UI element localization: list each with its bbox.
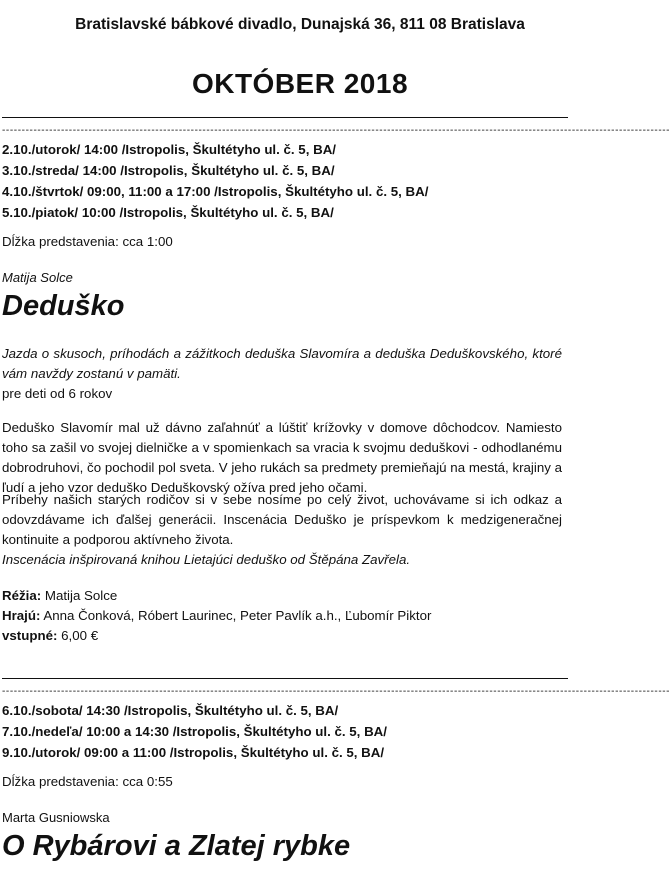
show1-duration: Dĺžka predstavenia: cca 1:00 <box>2 234 173 249</box>
cast-line <box>2 606 431 626</box>
show1-date-4: 5.10./piatok/ 10:00 /Istropolis, Škultétyho ul. č. 5, BA/ <box>2 205 334 220</box>
cast-label: Hrajú: <box>2 608 41 623</box>
show2-date-2: 7.10./nedeľa/ 10:00 a 14:30 /Istropolis, Škultétyho ul. č. 5, BA/ <box>2 724 387 739</box>
price-value: 6,00 € <box>57 628 99 643</box>
cast-names: Anna Čonková, Róbert Laurinec, Peter Pavlík a.h., Ľubomír Piktor <box>40 608 432 623</box>
show1-date-3: 4.10./štvrtok/ 09:00, 11:00 a 17:00 /Istropolis, Škultétyho ul. č. 5, BA/ <box>2 184 429 199</box>
show2-title: O Rybárovi a Zlatej rybke <box>2 830 351 862</box>
separator-line-2 <box>2 678 568 679</box>
show1-age: pre deti od 6 rokov <box>2 386 113 401</box>
price-line <box>2 626 431 646</box>
dashed-separator: -------------------------------------------------------------------------------------------------------------------------------------------------------------------------- <box>2 125 670 136</box>
director-line <box>2 586 431 606</box>
show1-title: Deduško <box>2 290 125 322</box>
show1-tagline: Jazda o skusoch, príhodách a zážitkoch deduška Slavomíra a deduška Deduškovského, ktoré vám navždy zostanú v pamäti. <box>2 346 562 381</box>
show1-dates <box>2 139 428 223</box>
show1-date-2: 3.10./streda/ 14:00 /Istropolis, Škultétyho ul. č. 5, BA/ <box>2 163 335 178</box>
show2-date-3: 9.10./utorok/ 09:00 a 11:00 /Istropolis, Škultétyho ul. č. 5, BA/ <box>2 745 385 760</box>
show1-inspiration: Inscenácia inšpirovaná knihou Lietajúci deduško od Štěpána Zavřela. <box>2 552 411 567</box>
show2-dates <box>2 700 387 763</box>
show1-description-2: Príbehy našich starých rodičov si v sebe nosíme po celý život, uchovávame si ich odkaz a odovzdávame ich ďalšej generácii. Inscenácia Deduško je príspevkom k medzigeneračnej kontinuite a podporou aktívneho života. <box>2 492 562 547</box>
dashed-separator-2: -------------------------------------------------------------------------------------------------------------------------------------------------------------------------- <box>2 686 670 697</box>
month-title: OKTÓBER 2018 <box>191 68 409 99</box>
show1-description: Deduško Slavomír mal už dávno zaľahnúť a lúštiť krížovky v domove dôchodcov. Namiesto toho sa zašil vo svojej dielničke a v spomienkach sa vracia k svojmu deduškovi - odhodlanému dobrodruhovi, čo pochodil pol sveta. V jeho rukách sa predmety premieňajú na mestá, krajiny a ľudí a jeho vzor deduško Deduškovský ožíva pred jeho očami. <box>2 420 562 495</box>
director-label: Réžia: <box>2 588 42 603</box>
director-name: Matija Solce <box>41 588 118 603</box>
show1-date-1: 2.10./utorok/ 14:00 /Istropolis, Škultétyho ul. č. 5, BA/ <box>2 142 336 157</box>
show1-credits <box>2 586 431 646</box>
show2-date-1: 6.10./sobota/ 14:30 /Istropolis, Škultétyho ul. č. 5, BA/ <box>2 703 339 718</box>
show2-author: Marta Gusniowska <box>2 810 110 825</box>
theatre-address: Bratislavské bábkové divadlo, Dunajská 36, 811 08 Bratislava <box>75 16 525 33</box>
show2-duration: Dĺžka predstavenia: cca 0:55 <box>2 774 173 789</box>
separator-line <box>2 117 568 118</box>
price-label: vstupné: <box>2 628 58 643</box>
show1-author: Matija Solce <box>2 270 73 285</box>
